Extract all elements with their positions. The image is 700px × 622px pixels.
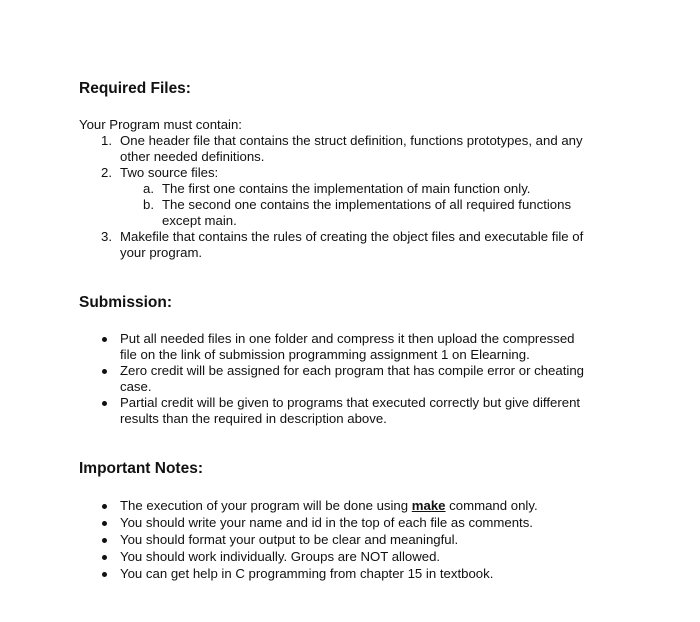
item-3-line-2: your program.	[120, 245, 203, 260]
required-intro: Your Program must contain:	[79, 117, 242, 132]
item-1-line-2: other needed definitions.	[120, 149, 265, 164]
submission-bullet-2-line-2: case.	[120, 379, 152, 394]
sub-item-b-line-1: The second one contains the implementations of all required functions	[162, 197, 572, 212]
bullet-icon	[102, 555, 107, 560]
sub-item-a-letter: a.	[143, 181, 154, 196]
item-3-number: 3.	[101, 229, 112, 244]
notes-bullet-3: You should format your output to be clear and meaningful.	[120, 532, 459, 547]
bullet-icon	[102, 401, 107, 406]
submission-bullet-1-line-2: file on the link of submission programming assignment 1 on Elearning.	[120, 347, 530, 362]
bullet-icon	[102, 538, 107, 543]
notes-bullet-2: You should write your name and id in the top of each file as comments.	[120, 515, 533, 530]
sub-item-b-line-2: except main.	[162, 213, 237, 228]
submission-bullet-2-line-1: Zero credit will be assigned for each program that has compile error or cheating	[120, 363, 584, 378]
make-command-emphasis: make	[411, 498, 446, 513]
sub-item-b-letter: b.	[143, 197, 154, 212]
bullet-icon	[102, 572, 107, 577]
bullet-icon	[102, 521, 107, 526]
submission-bullet-1-line-1: Put all needed files in one folder and compress it then upload the compressed	[120, 331, 575, 346]
bullet-icon	[102, 337, 107, 342]
item-1-number: 1.	[101, 133, 112, 148]
sub-item-a-text: The first one contains the implementation of main function only.	[162, 181, 531, 196]
submission-heading: Submission:	[79, 294, 173, 311]
notes-bullet-1-before: The execution of your program will be done using	[120, 498, 412, 513]
item-2-text: Two source files:	[120, 165, 219, 180]
required-files-heading: Required Files:	[79, 80, 191, 97]
bullet-icon	[102, 369, 107, 374]
item-2-number: 2.	[101, 165, 112, 180]
important-notes-heading: Important Notes:	[79, 460, 203, 477]
notes-bullet-1-after: command only.	[445, 498, 538, 513]
notes-bullet-5: You can get help in C programming from chapter 15 in textbook.	[120, 566, 494, 581]
item-3-line-1: Makefile that contains the rules of creating the object files and executable file of	[120, 229, 584, 244]
notes-bullet-4: You should work individually. Groups are NOT allowed.	[120, 549, 441, 564]
notes-bullet-1	[120, 498, 538, 514]
submission-bullet-3-line-2: results than the required in description above.	[120, 411, 387, 426]
item-1-line-1: One header file that contains the struct definition, functions prototypes, and any	[120, 133, 583, 148]
submission-bullet-3-line-1: Partial credit will be given to programs that executed correctly but give different	[120, 395, 581, 410]
bullet-icon	[102, 504, 107, 509]
